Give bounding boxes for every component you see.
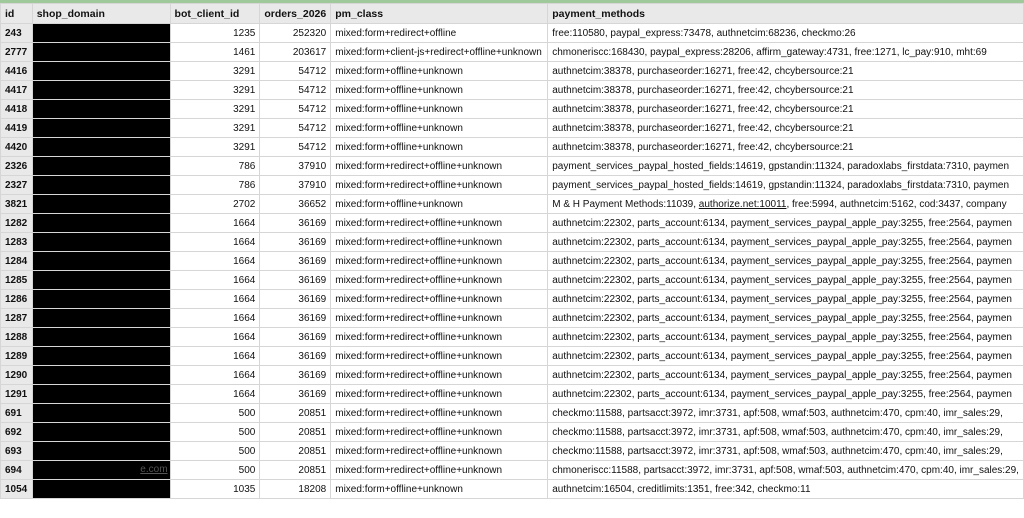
cell-orders-2026[interactable]: 37910 [260,157,331,176]
cell-payment-methods[interactable] [548,195,1024,214]
cell-shop-domain[interactable] [32,100,170,119]
cell-orders-2026[interactable]: 20851 [260,461,331,480]
cell-pm-class[interactable]: mixed:form+redirect+offline+unknown [331,176,548,195]
cell-id[interactable]: 692 [1,423,33,442]
table-row[interactable] [1,62,1024,81]
cell-shop-domain[interactable] [32,62,170,81]
cell-shop-domain[interactable] [32,43,170,62]
cell-pm-class[interactable]: mixed:form+redirect+offline+unknown [331,461,548,480]
cell-pm-class[interactable]: mixed:form+redirect+offline+unknown [331,347,548,366]
cell-pm-class[interactable]: mixed:form+offline+unknown [331,119,548,138]
cell-orders-2026[interactable]: 37910 [260,176,331,195]
cell-pm-class[interactable]: mixed:form+redirect+offline+unknown [331,423,548,442]
cell-orders-2026[interactable]: 54712 [260,81,331,100]
cell-pm-class[interactable]: mixed:form+redirect+offline+unknown [331,366,548,385]
column-header-pm-class[interactable]: pm_class [331,4,548,24]
cell-shop-domain[interactable] [32,233,170,252]
cell-id[interactable]: 1289 [1,347,33,366]
cell-payment-methods[interactable]: payment_services_paypal_hosted_fields:14619, gpstandin:11324, paradoxlabs_firstdata:7310, paymen [548,176,1024,195]
column-header-orders-2026[interactable]: orders_2026 [260,4,331,24]
cell-shop-domain[interactable] [32,328,170,347]
cell-payment-methods[interactable]: authnetcim:22302, parts_account:6134, payment_services_paypal_apple_pay:3255, free:2564, paymen [548,214,1024,233]
cell-id[interactable]: 694 [1,461,33,480]
cell-bot-client-id[interactable]: 1461 [170,43,260,62]
cell-bot-client-id[interactable]: 500 [170,461,260,480]
table-row[interactable] [1,385,1024,404]
redaction-block [33,81,170,99]
header-row [1,4,1024,24]
table-row[interactable] [1,347,1024,366]
table-row[interactable] [1,290,1024,309]
cell-bot-client-id[interactable]: 1664 [170,290,260,309]
cell-shop-domain[interactable] [32,480,170,499]
cell-id[interactable]: 2777 [1,43,33,62]
cell-payment-methods[interactable]: authnetcim:22302, parts_account:6134, payment_services_paypal_apple_pay:3255, free:2564, paymen [548,347,1024,366]
cell-pm-class[interactable]: mixed:form+redirect+offline+unknown [331,290,548,309]
table-row[interactable] [1,271,1024,290]
cell-bot-client-id[interactable]: 3291 [170,62,260,81]
cell-shop-domain[interactable] [32,461,170,480]
cell-pm-class[interactable]: mixed:form+offline+unknown [331,62,548,81]
redaction-block [33,195,170,213]
redaction-block [33,328,170,346]
redaction-block [33,309,170,327]
cell-orders-2026[interactable]: 36169 [260,328,331,347]
cell-bot-client-id[interactable]: 1664 [170,366,260,385]
table-row[interactable] [1,119,1024,138]
cell-pm-class[interactable]: mixed:form+offline+unknown [331,138,548,157]
table-row[interactable] [1,138,1024,157]
payment-methods-text: M & H Payment Methods:11039, [552,198,699,210]
cell-orders-2026[interactable]: 20851 [260,423,331,442]
cell-id[interactable]: 243 [1,24,33,43]
cell-shop-domain[interactable] [32,214,170,233]
cell-id[interactable]: 4418 [1,100,33,119]
cell-orders-2026[interactable]: 36169 [260,290,331,309]
cell-orders-2026[interactable]: 54712 [260,138,331,157]
cell-orders-2026[interactable]: 36169 [260,233,331,252]
cell-id[interactable]: 1290 [1,366,33,385]
table-row[interactable] [1,366,1024,385]
cell-pm-class[interactable]: mixed:form+offline+unknown [331,100,548,119]
cell-id[interactable]: 1284 [1,252,33,271]
cell-orders-2026[interactable]: 36652 [260,195,331,214]
cell-bot-client-id[interactable]: 1664 [170,214,260,233]
cell-shop-domain[interactable] [32,157,170,176]
cell-payment-methods[interactable]: checkmo:11588, partsacct:3972, imr:3731, apf:508, wmaf:503, authnetcim:470, cpm:40, imr_sales:29, [548,442,1024,461]
cell-shop-domain[interactable] [32,442,170,461]
cell-orders-2026[interactable]: 36169 [260,366,331,385]
redaction-block [33,62,170,80]
table-row[interactable] [1,43,1024,62]
redaction-block [33,100,170,118]
table-row[interactable] [1,24,1024,43]
cell-id[interactable]: 1282 [1,214,33,233]
cell-pm-class[interactable]: mixed:form+redirect+offline+unknown [331,233,548,252]
cell-payment-methods[interactable]: authnetcim:38378, purchaseorder:16271, free:42, chcybersource:21 [548,138,1024,157]
payment-methods-link[interactable]: authorize.net:10011 [698,198,787,210]
table-row[interactable] [1,480,1024,499]
redaction-block [33,138,170,156]
cell-shop-domain[interactable] [32,366,170,385]
table-row[interactable] [1,442,1024,461]
cell-id[interactable]: 2327 [1,176,33,195]
redaction-block [33,157,170,175]
cell-id[interactable]: 1054 [1,480,33,499]
cell-bot-client-id[interactable]: 1235 [170,24,260,43]
cell-shop-domain[interactable] [32,195,170,214]
cell-shop-domain[interactable] [32,81,170,100]
cell-pm-class[interactable]: mixed:form+offline+unknown [331,81,548,100]
cell-shop-domain[interactable] [32,138,170,157]
cell-bot-client-id[interactable]: 1035 [170,480,260,499]
cell-orders-2026[interactable]: 36169 [260,214,331,233]
cell-pm-class[interactable]: mixed:form+client-js+redirect+offline+unknown [331,43,548,62]
cell-payment-methods[interactable]: authnetcim:38378, purchaseorder:16271, free:42, chcybersource:21 [548,62,1024,81]
cell-orders-2026[interactable]: 36169 [260,271,331,290]
cell-payment-methods[interactable]: authnetcim:22302, parts_account:6134, payment_services_paypal_apple_pay:3255, free:2564, paymen [548,271,1024,290]
cell-id[interactable]: 1287 [1,309,33,328]
cell-bot-client-id[interactable]: 1664 [170,347,260,366]
cell-payment-methods[interactable]: authnetcim:38378, purchaseorder:16271, free:42, chcybersource:21 [548,119,1024,138]
cell-id[interactable]: 3821 [1,195,33,214]
column-header-shop-domain[interactable]: shop_domain [32,4,170,24]
cell-payment-methods[interactable]: authnetcim:22302, parts_account:6134, payment_services_paypal_apple_pay:3255, free:2564, paymen [548,385,1024,404]
spreadsheet-grid[interactable] [0,3,1024,518]
cell-shop-domain[interactable] [32,423,170,442]
cell-payment-methods[interactable]: authnetcim:22302, parts_account:6134, payment_services_paypal_apple_pay:3255, free:2564, paymen [548,309,1024,328]
cell-id[interactable]: 4416 [1,62,33,81]
cell-payment-methods[interactable]: chmoneriscc:11588, partsacct:3972, imr:3731, apf:508, wmaf:503, authnetcim:470, cpm:40, imr_sales:29, [548,461,1024,480]
redaction-block [33,233,170,251]
cell-orders-2026[interactable]: 54712 [260,62,331,81]
cell-pm-class[interactable]: mixed:form+redirect+offline+unknown [331,252,548,271]
cell-bot-client-id[interactable]: 786 [170,157,260,176]
cell-pm-class[interactable]: mixed:form+redirect+offline+unknown [331,271,548,290]
redaction-block [33,290,170,308]
cell-bot-client-id[interactable]: 500 [170,423,260,442]
cell-id[interactable]: 691 [1,404,33,423]
table-row[interactable] [1,195,1024,214]
redaction-block [33,252,170,270]
cell-shop-domain[interactable] [32,24,170,43]
cell-id[interactable]: 1285 [1,271,33,290]
cell-orders-2026[interactable]: 36169 [260,347,331,366]
cell-payment-methods[interactable]: authnetcim:16504, creditlimits:1351, free:342, checkmo:11 [548,480,1024,499]
cell-bot-client-id[interactable]: 1664 [170,252,260,271]
redaction-block [33,119,170,137]
cell-payment-methods[interactable]: authnetcim:38378, purchaseorder:16271, free:42, chcybersource:21 [548,100,1024,119]
redaction-block [33,442,170,460]
cell-bot-client-id[interactable]: 500 [170,442,260,461]
cell-id[interactable]: 4420 [1,138,33,157]
cell-payment-methods[interactable]: authnetcim:22302, parts_account:6134, payment_services_paypal_apple_pay:3255, free:2564, paymen [548,366,1024,385]
cell-shop-domain[interactable] [32,119,170,138]
cell-bot-client-id[interactable]: 2702 [170,195,260,214]
cell-payment-methods[interactable]: checkmo:11588, partsacct:3972, imr:3731, apf:508, wmaf:503, authnetcim:470, cpm:40, imr_sales:29, [548,423,1024,442]
cell-orders-2026[interactable]: 20851 [260,442,331,461]
table-row[interactable] [1,214,1024,233]
cell-id[interactable]: 1291 [1,385,33,404]
cell-payment-methods[interactable]: checkmo:11588, partsacct:3972, imr:3731, apf:508, wmaf:503, authnetcim:470, cpm:40, imr_sales:29, [548,404,1024,423]
cell-id[interactable]: 4419 [1,119,33,138]
cell-shop-domain[interactable] [32,385,170,404]
redaction-block [33,347,170,365]
cell-pm-class[interactable]: mixed:form+redirect+offline+unknown [331,385,548,404]
cell-payment-methods[interactable]: authnetcim:38378, purchaseorder:16271, free:42, chcybersource:21 [548,81,1024,100]
cell-payment-methods[interactable]: authnetcim:22302, parts_account:6134, payment_services_paypal_apple_pay:3255, free:2564, paymen [548,233,1024,252]
cell-shop-domain[interactable] [32,271,170,290]
cell-pm-class[interactable]: mixed:form+redirect+offline+unknown [331,309,548,328]
cell-bot-client-id[interactable]: 3291 [170,100,260,119]
cell-shop-domain[interactable] [32,290,170,309]
redaction-block [33,176,170,194]
column-header-payment-methods[interactable]: payment_methods [548,4,1024,24]
payment-methods-text: , free:5994, authnetcim:5162, cod:3437, company [786,198,1007,210]
cell-orders-2026[interactable]: 203617 [260,43,331,62]
table-row[interactable] [1,81,1024,100]
redaction-block [33,43,170,61]
cell-bot-client-id[interactable]: 1664 [170,385,260,404]
redaction-block [33,271,170,289]
redaction-block [33,385,170,403]
table-row[interactable] [1,423,1024,442]
cell-bot-client-id[interactable]: 786 [170,176,260,195]
cell-id[interactable]: 2326 [1,157,33,176]
cell-bot-client-id[interactable]: 3291 [170,119,260,138]
cell-id[interactable]: 693 [1,442,33,461]
data-table [0,3,1024,499]
cell-pm-class[interactable]: mixed:form+offline+unknown [331,195,548,214]
cell-pm-class[interactable]: mixed:form+redirect+offline+unknown [331,328,548,347]
cell-shop-domain[interactable] [32,252,170,271]
cell-payment-methods[interactable]: authnetcim:22302, parts_account:6134, payment_services_paypal_apple_pay:3255, free:2564, paymen [548,328,1024,347]
cell-payment-methods[interactable]: free:110580, paypal_express:73478, authnetcim:68236, checkmo:26 [548,24,1024,43]
table-row[interactable] [1,100,1024,119]
cell-orders-2026[interactable]: 36169 [260,252,331,271]
redaction-block [33,423,170,441]
table-row[interactable] [1,404,1024,423]
table-row[interactable] [1,252,1024,271]
cell-id[interactable]: 1283 [1,233,33,252]
cell-shop-domain[interactable] [32,176,170,195]
cell-pm-class[interactable]: mixed:form+redirect+offline+unknown [331,214,548,233]
table-row[interactable] [1,309,1024,328]
cell-bot-client-id[interactable]: 1664 [170,233,260,252]
cell-pm-class[interactable]: mixed:form+offline+unknown [331,480,548,499]
cell-id[interactable]: 4417 [1,81,33,100]
cell-bot-client-id[interactable]: 3291 [170,138,260,157]
table-row[interactable] [1,233,1024,252]
cell-payment-methods[interactable]: authnetcim:22302, parts_account:6134, payment_services_paypal_apple_pay:3255, free:2564, paymen [548,290,1024,309]
column-header-id[interactable]: id [1,4,33,24]
redaction-block [33,404,170,422]
cell-orders-2026[interactable]: 18208 [260,480,331,499]
redaction-block [33,24,170,42]
cell-orders-2026[interactable]: 54712 [260,100,331,119]
table-row[interactable] [1,157,1024,176]
cell-bot-client-id[interactable]: 1664 [170,328,260,347]
redaction-block [33,214,170,232]
cell-shop-domain[interactable] [32,404,170,423]
column-header-bot-client-id[interactable]: bot_client_id [170,4,260,24]
cell-payment-methods[interactable]: payment_services_paypal_hosted_fields:14619, gpstandin:11324, paradoxlabs_firstdata:7310, paymen [548,157,1024,176]
table-row[interactable] [1,461,1024,480]
table-row[interactable] [1,328,1024,347]
cell-orders-2026[interactable]: 54712 [260,119,331,138]
cell-id[interactable]: 1288 [1,328,33,347]
table-row[interactable] [1,176,1024,195]
cell-shop-domain[interactable] [32,309,170,328]
cell-pm-class[interactable]: mixed:form+redirect+offline [331,24,548,43]
cell-orders-2026[interactable]: 252320 [260,24,331,43]
cell-pm-class[interactable]: mixed:form+redirect+offline+unknown [331,404,548,423]
domain-link-tail[interactable]: e.com [140,464,168,475]
cell-pm-class[interactable]: mixed:form+redirect+offline+unknown [331,442,548,461]
cell-orders-2026[interactable]: 20851 [260,404,331,423]
cell-bot-client-id[interactable]: 1664 [170,271,260,290]
cell-bot-client-id[interactable]: 500 [170,404,260,423]
cell-bot-client-id[interactable]: 3291 [170,81,260,100]
redaction-block [33,480,170,498]
redaction-block [33,366,170,384]
cell-id[interactable]: 1286 [1,290,33,309]
cell-bot-client-id[interactable]: 1664 [170,309,260,328]
cell-orders-2026[interactable]: 36169 [260,385,331,404]
cell-shop-domain[interactable] [32,347,170,366]
cell-orders-2026[interactable]: 36169 [260,309,331,328]
cell-payment-methods[interactable]: authnetcim:22302, parts_account:6134, payment_services_paypal_apple_pay:3255, free:2564, paymen [548,252,1024,271]
cell-payment-methods[interactable]: chmoneriscc:168430, paypal_express:28206, affirm_gateway:4731, free:1271, lc_pay:910, mht:69 [548,43,1024,62]
cell-pm-class[interactable]: mixed:form+redirect+offline+unknown [331,157,548,176]
